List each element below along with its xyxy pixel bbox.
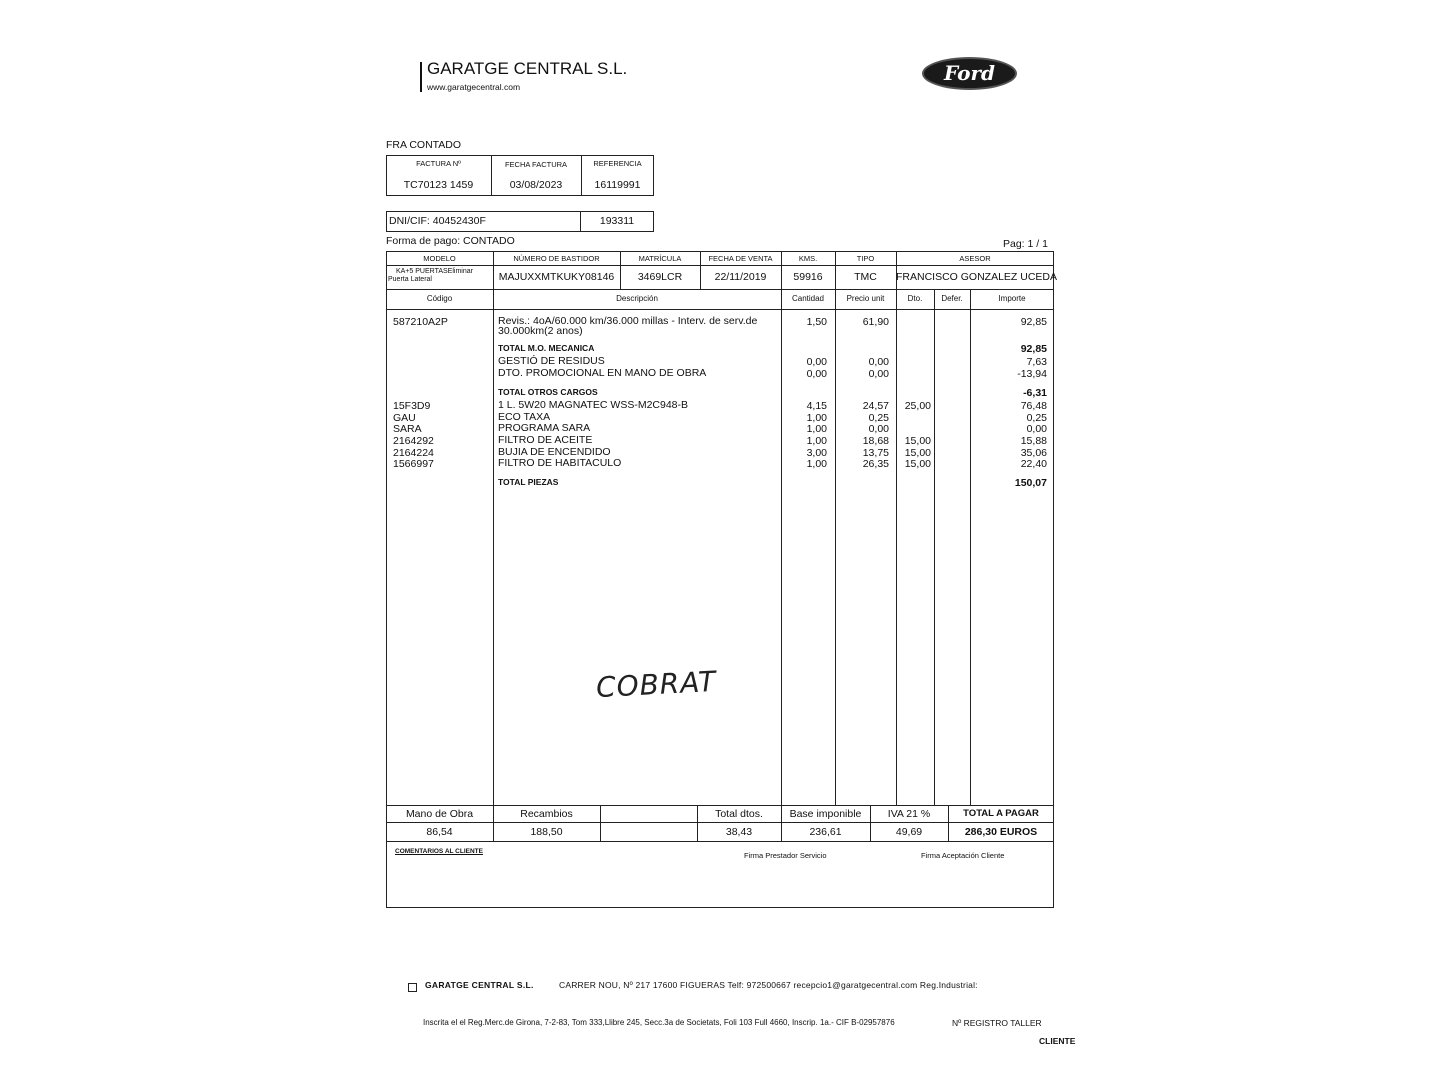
dtos-value: 38,43	[725, 826, 753, 838]
ford-logo	[922, 57, 1017, 90]
vehicle-header: MATRÍCULA	[638, 254, 682, 263]
line-amount: 92,85	[1020, 343, 1047, 355]
line-amount: 15,88	[1020, 435, 1047, 447]
line-code: 587210A2P	[393, 316, 448, 328]
cobrat-stamp: COBRAT	[595, 664, 718, 705]
line-price: 26,35	[862, 458, 889, 470]
line-description: GESTIÓ DE RESIDUS	[498, 355, 605, 367]
modelo	[388, 268, 473, 284]
factura-number: TC70123 1459	[403, 179, 474, 191]
footer-company: GARATGE CENTRAL S.L.	[425, 980, 534, 990]
vehicle-header: KMS.	[798, 254, 818, 263]
client-dni: DNI/CIF: 40452430F	[389, 215, 486, 227]
line-amount: -6,31	[1023, 387, 1047, 399]
line-description: Revis.: 4oA/60.000 km/36.000 millas - Interv. de serv.de	[498, 315, 758, 327]
line-price: 0,00	[868, 368, 889, 380]
line-description: TOTAL PIEZAS	[498, 477, 559, 487]
lines-header: Código	[426, 294, 453, 303]
line-description: PROGRAMA SARA	[498, 422, 591, 434]
logo-text: Ford	[944, 61, 995, 85]
vehicle-header: NÚMERO DE BASTIDOR	[513, 254, 600, 263]
line-description: FILTRO DE ACEITE	[498, 434, 593, 446]
company-url: www.garatgecentral.com	[427, 82, 521, 92]
line-price: 24,57	[862, 400, 889, 412]
vehicle-header: ASESOR	[959, 254, 991, 263]
header-bar	[420, 62, 422, 92]
tipo: TMC	[854, 271, 877, 283]
footer-address: CARRER NOU, Nº 217 17600 FIGUERAS Telf: 972500667 recepcio1@garatgecentral.com Reg.Industrial:	[559, 980, 978, 990]
line-amount: 35,06	[1020, 447, 1047, 459]
base-value: 236,61	[809, 826, 842, 838]
firma-prestador: Firma Prestador Servicio	[744, 851, 827, 860]
line-amount: 7,63	[1026, 356, 1047, 368]
line-discount: 15,00	[904, 458, 931, 470]
line-amount: -13,94	[1017, 368, 1047, 380]
line-discount: 15,00	[904, 447, 931, 459]
line-quantity: 0,00	[806, 356, 827, 368]
line-price: 18,68	[862, 435, 889, 447]
factura-label: FACTURA Nº	[416, 159, 461, 168]
firma-cliente: Firma Aceptación Cliente	[921, 851, 1005, 860]
iva-value: 49,69	[895, 826, 923, 838]
iva-label: IVA 21 %	[887, 808, 931, 820]
fecha-venta: 22/11/2019	[714, 271, 767, 283]
comments-label: COMENTARIOS AL CLIENTE	[395, 848, 483, 855]
footer-registry: Inscrita el el Reg.Merc.de Girona, 7-2-83, Tom 333,Llibre 245, Secc.3a de Societats, Foli 103 Full 4660, Inscrip. 1a.- CIF B-02957876	[423, 1018, 895, 1027]
line-amount: 0,25	[1026, 412, 1047, 424]
line-description: TOTAL OTROS CARGOS	[498, 387, 598, 397]
line-code: SARA	[393, 423, 422, 435]
lines-header: Defer.	[941, 294, 963, 303]
line-amount: 92,85	[1020, 316, 1047, 328]
line-discount: 15,00	[904, 435, 931, 447]
line-quantity: 1,00	[806, 435, 827, 447]
line-description-2: 30.000km(2 anos)	[498, 325, 583, 337]
lines-header: Cantidad	[791, 294, 825, 303]
fecha-label: FECHA FACTURA	[504, 160, 568, 169]
referencia: 16119991	[594, 179, 641, 191]
modelo-line-1: KA+5 PUERTASEliminar	[396, 268, 473, 275]
total-label: TOTAL A PAGAR	[963, 808, 1039, 819]
line-code: 15F3D9	[393, 400, 431, 412]
dtos-label: Total dtos.	[715, 808, 763, 820]
page-number: Pag: 1 / 1	[1003, 238, 1048, 250]
line-description: DTO. PROMOCIONAL EN MANO DE OBRA	[498, 367, 707, 379]
lines-header: Importe	[998, 294, 1026, 303]
line-quantity: 1,00	[806, 458, 827, 470]
line-code: 1566997	[393, 458, 434, 470]
recambios-label: Recambios	[520, 808, 573, 820]
line-amount: 0,00	[1026, 423, 1047, 435]
total-value: 286,30 EUROS	[964, 826, 1038, 838]
vehicle-header: TIPO	[856, 254, 875, 263]
base-label: Base imponible	[789, 808, 862, 820]
line-description: ECO TAXA	[498, 411, 551, 423]
line-discount: 25,00	[904, 400, 931, 412]
company-name: GARATGE CENTRAL S.L.	[427, 59, 628, 78]
line-quantity: 0,00	[806, 368, 827, 380]
checkbox-icon	[408, 983, 417, 992]
lines-header: Descripción	[616, 294, 658, 303]
line-quantity: 1,00	[806, 423, 827, 435]
line-description: FILTRO DE HABITACULO	[498, 457, 622, 469]
recambios-value: 188,50	[530, 826, 563, 838]
asesor: FRANCISCO GONZALEZ UCEDA	[896, 271, 1058, 283]
vehicle-header: FECHA DE VENTA	[708, 254, 773, 263]
line-code: GAU	[393, 412, 416, 424]
referencia-label: REFERENCIA	[593, 159, 642, 168]
line-description: TOTAL M.O. MECANICA	[498, 343, 595, 353]
mano-value: 86,54	[426, 826, 453, 838]
line-price: 0,00	[868, 423, 889, 435]
line-price: 13,75	[862, 447, 889, 459]
matricula: 3469LCR	[637, 271, 683, 283]
line-amount: 76,48	[1020, 400, 1047, 412]
line-quantity: 3,00	[806, 447, 827, 459]
line-description: BUJIA DE ENCENDIDO	[498, 446, 611, 458]
copy-label: CLIENTE	[1039, 1036, 1076, 1046]
line-amount: 22,40	[1020, 458, 1047, 470]
mano-label: Mano de Obra	[405, 808, 474, 820]
line-amount: 150,07	[1014, 477, 1047, 489]
line-price: 0,25	[868, 412, 889, 424]
line-code: 2164224	[393, 447, 434, 459]
line-description: 1 L. 5W20 MAGNATEC WSS-M2C948-B	[498, 399, 689, 411]
client-code: 193311	[599, 215, 635, 227]
forma-pago: Forma de pago: CONTADO	[386, 235, 515, 247]
fecha-factura: 03/08/2023	[509, 179, 563, 191]
vehicle-header: MODELO	[423, 254, 456, 263]
modelo-line-2: Puerta Lateral	[388, 276, 432, 283]
line-quantity: 1,00	[806, 412, 827, 424]
lines-header: Dto.	[907, 294, 923, 303]
line-code: 2164292	[393, 435, 434, 447]
registro-taller: Nº REGISTRO TALLER	[952, 1018, 1042, 1028]
line-quantity: 4,15	[806, 400, 827, 412]
doc-type: FRA CONTADO	[386, 139, 462, 151]
line-quantity: 1,50	[806, 316, 827, 328]
line-price: 61,90	[862, 316, 889, 328]
lines-header: Precio unit	[846, 294, 885, 303]
bastidor: MAJUXXMTKUKY08146	[498, 271, 615, 283]
line-price: 0,00	[868, 356, 889, 368]
kms: 59916	[793, 271, 823, 283]
